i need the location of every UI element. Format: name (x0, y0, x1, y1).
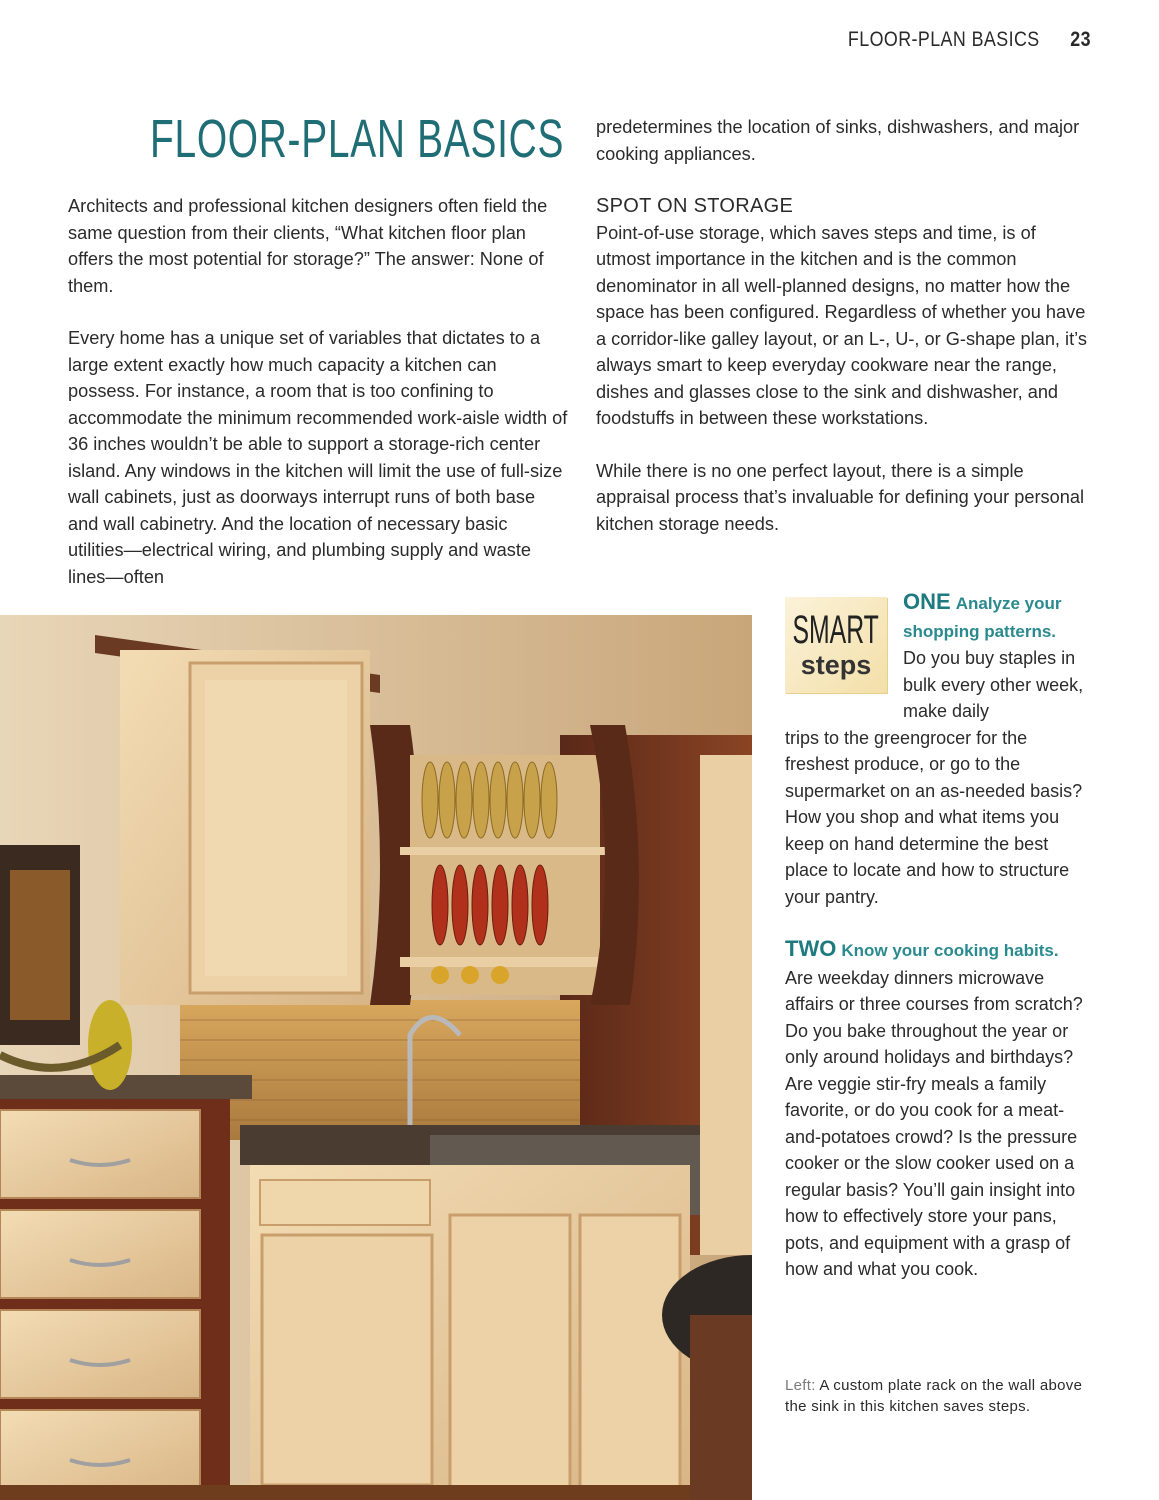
step-lead: Analyze your shopping patterns. (903, 594, 1062, 641)
running-head (848, 28, 1091, 52)
continued-paragraph: predetermines the location of sinks, dishwashers, and major cooking appliances. (596, 117, 1080, 164)
right-column (596, 114, 1091, 563)
left-column (68, 193, 568, 616)
page-title: FLOOR-PLAN BASICS (150, 109, 565, 169)
step-one (785, 589, 1095, 910)
smart-steps-sidebar (785, 589, 1095, 1297)
step-two (785, 936, 1095, 1283)
step-number: TWO (785, 936, 837, 961)
caption-label: Left: (785, 1377, 816, 1394)
photo-caption (785, 1375, 1090, 1417)
running-head-section: FLOOR-PLAN BASICS (847, 28, 1040, 51)
step-lead: Know your cooking habits. (841, 941, 1059, 960)
body-paragraph: While there is no one perfect layout, there is a simple appraisal process that’s invaluable for defining your personal kitchen storage needs. (596, 460, 1084, 534)
kitchen-illustration (0, 615, 752, 1500)
body-paragraph: Architects and professional kitchen designers often field the same question from their clients, “What kitchen floor plan offers the most potential for storage?” The answer: None of them. (68, 196, 548, 296)
step-body: Are weekday dinners microwave affairs or three courses from scratch? Do you bake throughout the year or only around holidays and birthdays? Are veggie stir-fry meals a family favorite, or do you cook for a meat-and-potatoes crowd? Is the pressure cooker or the slow cooker used on a regular basis? You’ll gain insight into how to effectively store your pans, pots, and equipment with a grasp of how and what you cook. (785, 967, 1083, 1279)
step-number: ONE (903, 589, 951, 614)
step-one-heading (785, 589, 1095, 645)
step-body-continued: trips to the greengrocer for the freshest produce, or go to the supermarket on an as-needed basis? How you shop and what items you keep on hand determine the best place to locate and how to structure your pantry. (785, 727, 1083, 907)
kitchen-photo (0, 615, 752, 1500)
body-paragraph: Every home has a unique set of variables that dictates to a large extent exactly how much capacity a kitchen can possess. For instance, a room that is too confining to accommodate the minimum recommended work-aisle width of 36 inches wouldn’t be able to support a storage-rich center island. Any windows in the kitchen will limit the use of full-size wall cabinets, just as doorways interrupt runs of both base and wall cabinetry. And the location of necessary basic utilities—electrical wiring, and plumbing supply and waste lines—often (68, 328, 568, 587)
page-number: 23 (1070, 28, 1091, 51)
badge-word-steps: steps (800, 650, 872, 680)
caption-text: A custom plate rack on the wall above the sink in this kitchen saves steps. (785, 1377, 1083, 1415)
badge-word-smart: SMART (792, 608, 880, 652)
body-paragraph: Point-of-use storage, which saves steps and time, is of utmost importance in the kitchen and is the common denominator in all well-planned designs, no matter how the space has been configured. Regardless of whether you have a corridor-like galley layout, or an L-, U-, or G-shape plan, it’s always smart to keep everyday cookware near the range, dishes and glasses close to the sink and dishwasher, and foodstuffs in between these workstations. (596, 222, 1087, 428)
step-body: Do you buy staples in bulk every other week, make daily (903, 648, 1084, 721)
section-subhead: SPOT ON STORAGE (596, 195, 794, 217)
